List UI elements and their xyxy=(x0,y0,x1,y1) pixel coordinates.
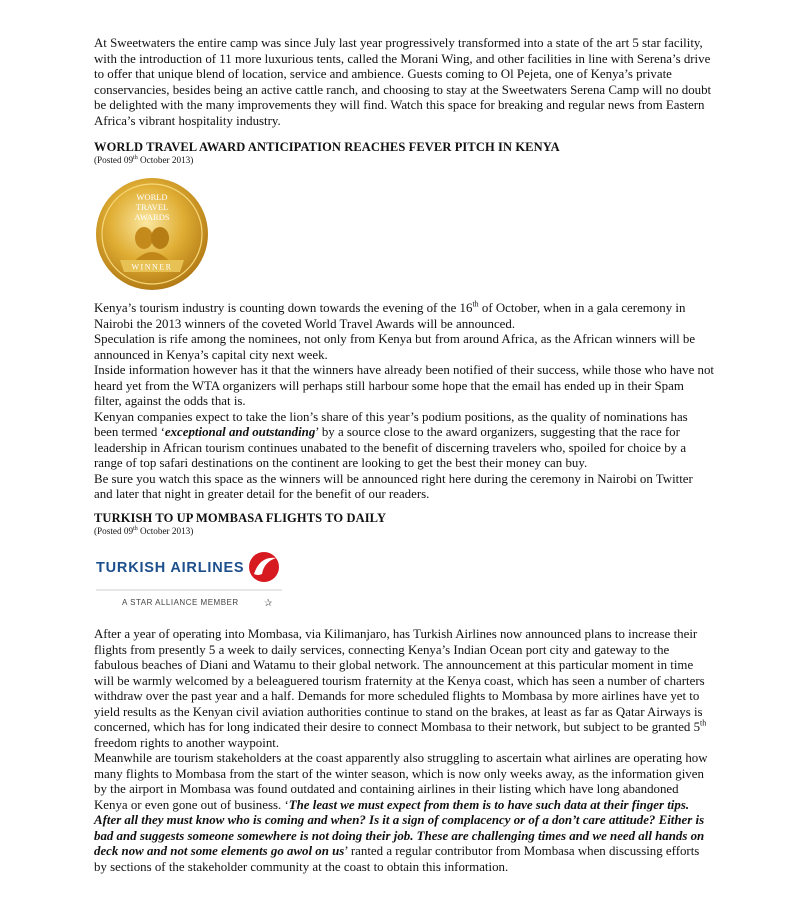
award-ribbon: WINNER xyxy=(131,262,173,272)
quote-text: The least we must expect from them is to have such data at their finger tips. After all they must know who is coming and when? Is it a sign of complacency or of a don’t care attitude? Either is bad and suggests someone somewhere is not doing their job. These are challenging times and we need all hands on deck now and not some elements go awol on us xyxy=(94,797,705,858)
posted-date-sup: th xyxy=(133,154,138,161)
text-run: of October, when in a gala ceremony in Nairobi the 2013 winners of the coveted World Travel Awards will be announced. xyxy=(94,301,686,331)
text-run: ’ by a source close to the award organizers, suggesting that the race for leadership in African tourism continues unabated to the benefit of discerning travelers who, spoiled for choice by a range of top safari destinations on the continent are looking to get the best their money can buy. xyxy=(94,425,687,470)
posted-date xyxy=(94,155,193,166)
text-run: Meanwhile are tourism stakeholders at the coast apparently also struggling to ascertain what airlines are operating how many flights to Mombasa from the start of the winter season, which is now only weeks away, as the information given by the airport in Mombasa was found outdated and containing airlines in their listing which have long abandoned Kenya or even gone out of business. ‘ xyxy=(94,751,708,812)
headline-turkish-mombasa: TURKISH TO UP MOMBASA FLIGHTS TO DAILY xyxy=(94,511,387,525)
turkish-airlines-logo-icon xyxy=(94,546,294,616)
posted-date-suffix: October 2013) xyxy=(137,155,194,165)
text-run: Kenyan companies expect to take the lion’s share of this year’s podium positions, as the quality of nominations has been termed ‘ xyxy=(94,409,688,439)
posted-date-prefix: (Posted 09 xyxy=(94,526,134,536)
star-alliance-tagline: A STAR ALLIANCE MEMBER xyxy=(122,598,239,607)
award-line2: TRAVEL xyxy=(135,202,169,212)
world-travel-awards-medal-icon xyxy=(94,176,210,292)
article-paragraph: Be sure you watch this space as the winners will be announced right here during the ceremony in Nairobi on Twitter and later that night in greater detail for the benefit of our readers. xyxy=(94,471,693,501)
text-run: After a year of operating into Mombasa, via Kilimanjaro, has Turkish Airlines now announced plans to increase their flights from presently 5 a week to daily services, connecting Kenya’s Indian Ocean port city and gateway to the fabulous beaches of Diani and Watamu to their global network. The announcement at this particular moment in time will be warmly welcomed by a beleaguered tourism fraternity at the Kenya coast, which has seen a number of charters withdraw over the past year and a half. Demands for more scheduled flights to Mombasa by more airlines have yet to yield results as the Kenyan civil aviation authorities continue to stand on the brakes, at least as far as Qatar Airways is concerned, which has for long indicated their desire to connect Mombasa to their network, but subject to be granted 5 xyxy=(94,627,705,734)
text-run: ’ ranted a regular contributor from Mombasa when discussing efforts by sections of the stakeholder community at the coast to obtain this information. xyxy=(94,844,700,874)
article-paragraph xyxy=(94,301,714,332)
turkish-airlines-name: TURKISH AIRLINES xyxy=(96,560,245,576)
article-body-turkish xyxy=(94,627,714,875)
superscript: th xyxy=(472,299,479,309)
superscript: th xyxy=(700,718,707,728)
article-paragraph: Inside information however has it that the winners have already been notified of their success, while those who have not heard yet from the WTA organizers will perhaps still harbour some hope that the email has ended up in their Spam filter, against the odds that is. xyxy=(94,363,714,408)
article-body-world-travel xyxy=(94,301,714,503)
star-alliance-icon: ✰ xyxy=(264,598,273,609)
article-paragraph xyxy=(94,410,714,472)
intro-paragraph: At Sweetwaters the entire camp was since July last year progressively transformed into a state of the art 5 star facility, with the introduction of 11 more luxurious tents, called the Morani Wing, and other facilities in line with Serena’s drive to offer that unique blend of location, service and ambience. Guests coming to Ol Pejeta, one of Kenya’s private conservancies, besides being an active cattle ranch, and choosing to stay at the Sweetwaters Serena Camp will no doubt be delighted with the many improvements they will find. Watch this space for breaking and regular news from Eastern Africa’s vibrant hospitality industry. xyxy=(94,36,712,128)
award-line3: AWARDS xyxy=(134,212,170,222)
posted-date xyxy=(94,526,193,537)
article-paragraph xyxy=(94,627,714,751)
award-line1: WORLD xyxy=(136,192,168,202)
text-run: freedom rights to another waypoint. xyxy=(94,735,280,750)
article-paragraph: Speculation is rife among the nominees, not only from Kenya but from around Africa, as the African winners will be announced in Kenya’s capital city next week. xyxy=(94,332,696,362)
posted-date-prefix: (Posted 09 xyxy=(94,155,134,165)
article-paragraph xyxy=(94,751,714,875)
posted-date-suffix: October 2013) xyxy=(137,526,194,536)
posted-date-sup: th xyxy=(133,525,138,532)
headline-world-travel-award: WORLD TRAVEL AWARD ANTICIPATION REACHES FEVER PITCH IN KENYA xyxy=(94,140,560,154)
text-run: Kenya’s tourism industry is counting down towards the evening of the 16 xyxy=(94,301,473,315)
quote-text: exceptional and outstanding xyxy=(164,425,316,439)
